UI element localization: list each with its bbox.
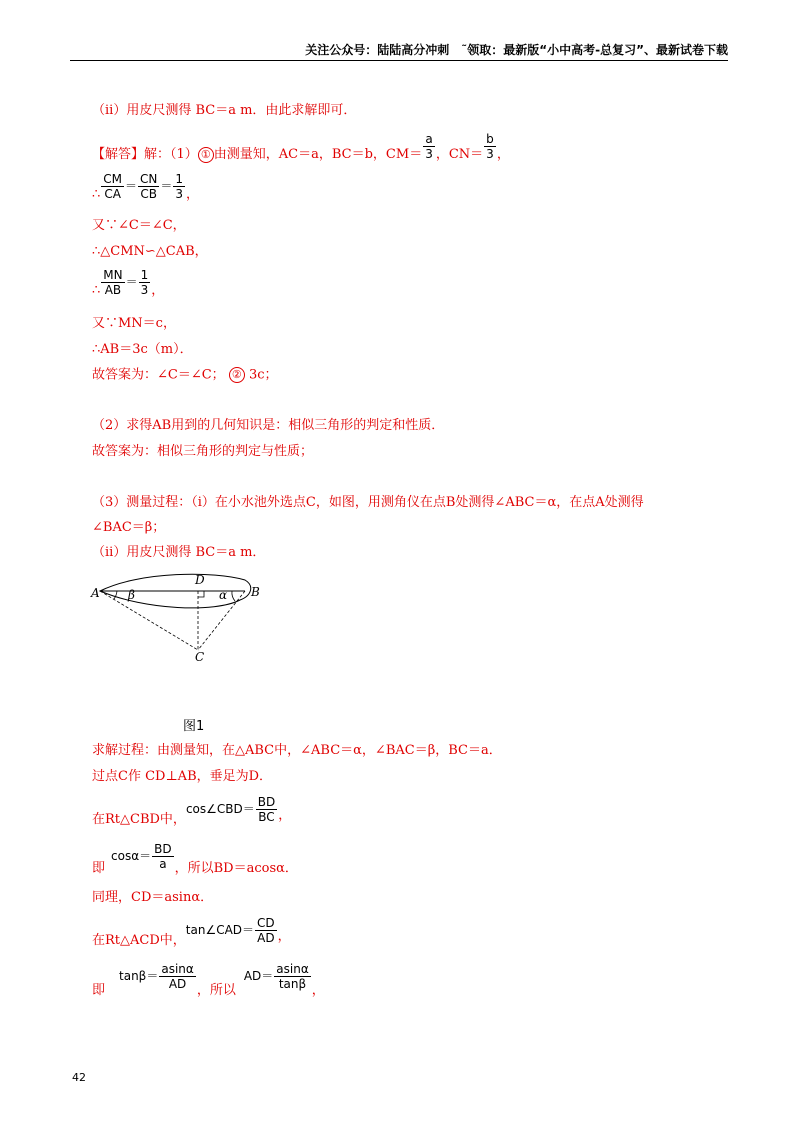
- fraction-mn-ab: [101, 268, 124, 297]
- geometry-figure: [85, 568, 275, 668]
- text: 在Rt△CBD中，: [92, 812, 186, 827]
- denominator: 3: [425, 147, 433, 161]
- therefore: ∴: [92, 187, 101, 202]
- denominator: CA: [104, 187, 121, 201]
- fraction-asin-tan: [274, 962, 310, 991]
- fraction-cd-ad: [255, 916, 277, 945]
- numerator: asinα: [161, 962, 194, 976]
- text: ，: [278, 808, 292, 823]
- fraction-cn: [484, 132, 496, 161]
- text-line: 求解过程：由测量知，在△ABC中，∠ABC＝α，∠BAC＝β，BC＝a．: [92, 743, 502, 758]
- ratio-line: [92, 172, 199, 201]
- numerator: b: [484, 132, 496, 147]
- label-c: C: [195, 650, 205, 664]
- fraction-cm-ca: [101, 172, 124, 201]
- formula-text: tanβ＝: [119, 969, 159, 983]
- answer-line: [92, 367, 278, 384]
- label-beta: β: [128, 588, 135, 602]
- text-line: （3）测量过程：（i）在小水池外选点C，如图，用测角仪在点B处测得∠ABC＝α，在点A处测得: [92, 495, 644, 510]
- text: ，CN＝: [435, 147, 484, 162]
- fraction-one-third: [139, 268, 151, 297]
- numerator: BD: [257, 795, 276, 809]
- denominator: 3: [486, 147, 494, 161]
- text-line: 又∵∠C＝∠C，: [92, 218, 186, 233]
- text: 故答案为：∠C＝∠C；: [92, 367, 225, 383]
- denominator: AB: [104, 283, 122, 297]
- denominator: tanβ: [278, 977, 307, 991]
- text-line: 故答案为：相似三角形的判定与性质；: [92, 444, 314, 459]
- numerator: BD: [154, 842, 172, 856]
- text-line: ∠BAC＝β；: [92, 520, 166, 535]
- text: 即: [92, 983, 106, 998]
- denominator: a: [159, 857, 167, 871]
- equation-line: [92, 916, 291, 948]
- numerator: CM: [103, 172, 123, 186]
- text: ，: [277, 929, 291, 944]
- equals: ＝: [125, 179, 138, 193]
- fraction-cm: [423, 132, 435, 161]
- text-line: ∴AB＝3c（m）．: [92, 342, 193, 357]
- text: 在Rt△ACD中，: [92, 933, 186, 948]
- therefore: ∴: [92, 283, 101, 298]
- text: ，: [151, 283, 165, 298]
- formula-text: tan∠CAD＝: [185, 923, 255, 937]
- text-line: 同理，CD＝asinα．: [92, 890, 214, 905]
- figure-caption: 图1: [183, 719, 205, 734]
- label-alpha: α: [219, 588, 228, 602]
- equals: ＝: [125, 275, 138, 289]
- text-line: 过点C作 CD⊥AB，垂足为D．: [92, 769, 273, 784]
- denominator: BC: [258, 810, 275, 824]
- formula-text: cos∠CBD＝: [185, 802, 255, 816]
- page-header: 关注公众号：陆陆高分冲刺 ˜领取：最新版“小中高考-总复习”、最新试卷下载: [70, 40, 728, 61]
- solution-label: 【解答】解：（1）: [92, 147, 198, 162]
- text-line: （ii）用皮尺测得 BC＝a m．由此求解即可．: [92, 103, 357, 118]
- equation-line: [92, 795, 292, 827]
- denominator: 3: [140, 283, 149, 297]
- circled-number: ②: [229, 367, 245, 383]
- circled-number: ①: [198, 147, 214, 163]
- equation-line: [92, 962, 325, 998]
- numerator: MN: [103, 268, 123, 282]
- solution-intro: [92, 132, 510, 169]
- denominator: AD: [257, 931, 275, 945]
- numerator: 1: [140, 268, 149, 282]
- fraction-bd-a: [152, 842, 173, 871]
- label-b: B: [251, 585, 260, 599]
- text: ，所以: [196, 983, 236, 998]
- fraction-asin-ad: [159, 962, 195, 991]
- text-line: 又∵MN＝c，: [92, 316, 176, 331]
- label-d: D: [195, 573, 205, 587]
- text: ，: [311, 983, 325, 998]
- numerator: CN: [140, 172, 158, 186]
- numerator: asinα: [276, 962, 309, 976]
- fraction-bd-bc: [256, 795, 277, 824]
- page-number: 42: [72, 1071, 86, 1084]
- formula-text: cosα＝: [111, 849, 152, 863]
- numerator: 1: [175, 172, 184, 186]
- formula-text: AD＝: [243, 969, 274, 983]
- ratio-line: [92, 268, 164, 297]
- text-line: （2）求得AB用到的几何知识是：相似三角形的判定和性质．: [92, 418, 445, 433]
- fraction-one-third: [173, 172, 185, 201]
- denominator: AD: [168, 977, 187, 991]
- text: 由测量知，AC＝a，BC＝b，CM＝: [213, 147, 423, 162]
- denominator: 3: [175, 187, 184, 201]
- numerator: CD: [257, 916, 275, 930]
- equation-line: [92, 842, 298, 876]
- text: ，: [186, 187, 200, 202]
- equals: ＝: [160, 179, 173, 193]
- text: 3c；: [248, 367, 278, 383]
- text: 即: [92, 861, 106, 876]
- text-line: ∴△CMN∽△CAB，: [92, 244, 208, 259]
- text: ，: [496, 147, 510, 162]
- label-a: A: [91, 586, 100, 600]
- text: ，所以BD＝acosα．: [174, 861, 298, 876]
- numerator: a: [423, 132, 435, 147]
- denominator: CB: [140, 187, 158, 201]
- fraction-cn-cb: [138, 172, 159, 201]
- text-line: （ii）用皮尺测得 BC＝a m．: [92, 545, 266, 560]
